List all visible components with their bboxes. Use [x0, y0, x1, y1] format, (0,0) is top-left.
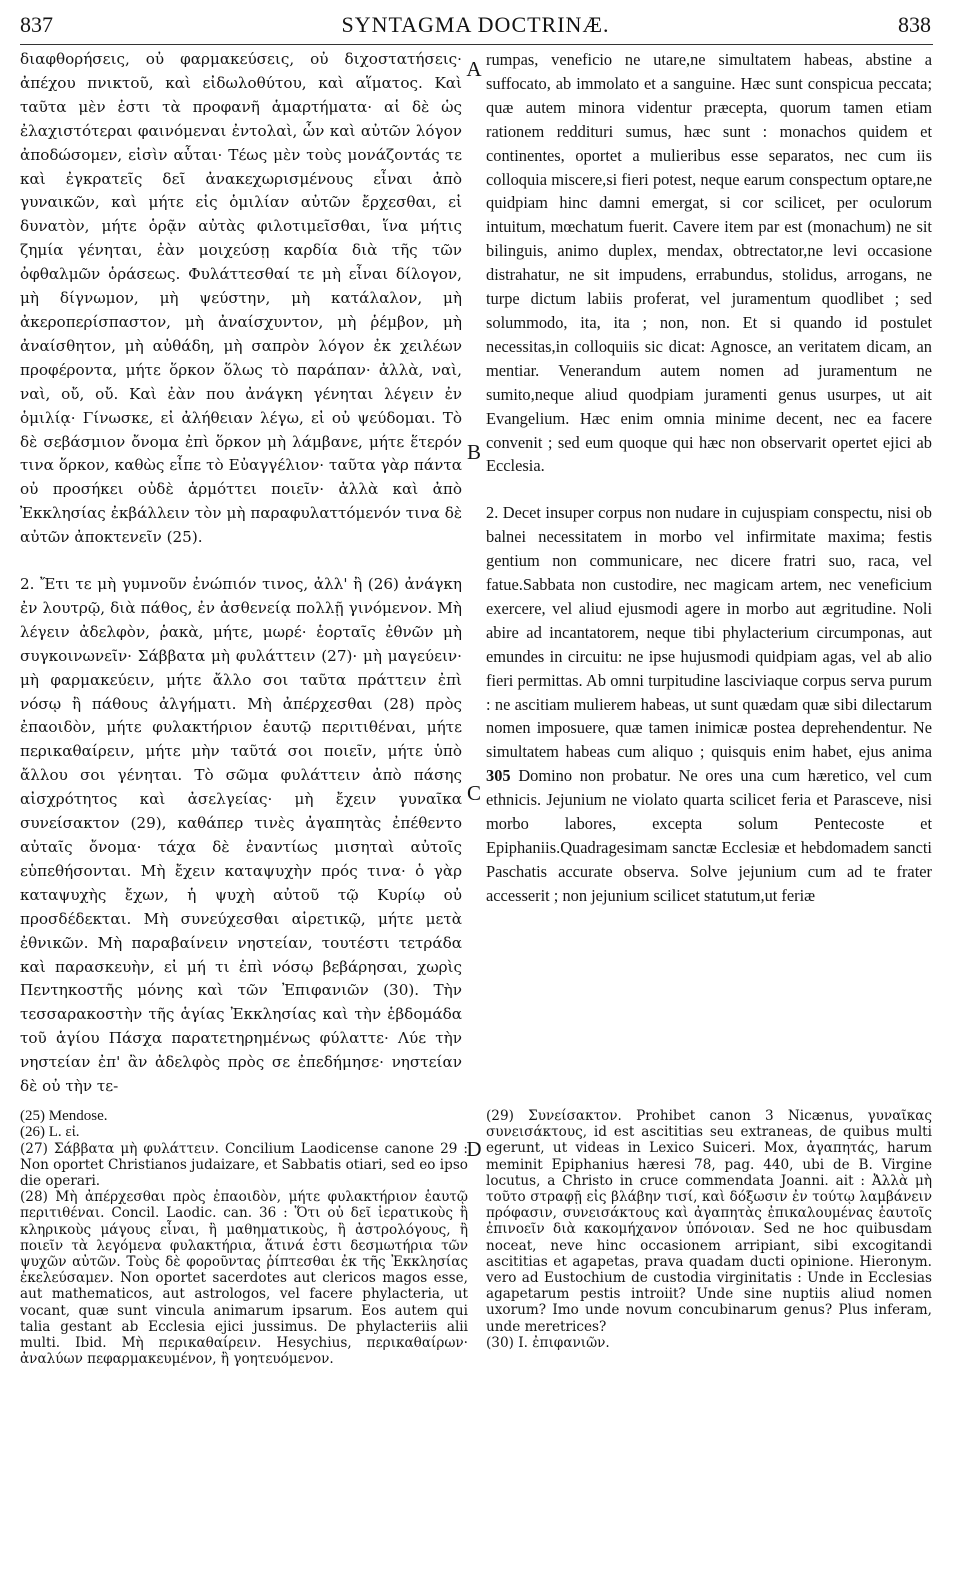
footnote-26: (26) L. εἰ.	[20, 1124, 80, 1141]
greek-paragraph-1: διαφθορήσεις, οὐ φαρμακεύσεις, οὐ διχοστατήσεις· ἀπέχου πνικτοῦ, καὶ εἰδωλοθύτου, καὶ αἵματος. Καὶ ταῦτα μὲν ἐστι τὰ προφανῆ ἁμαρτήματα· αἱ δὲ ὡς ἐλαχιστότεραι φαινόμεναι ἐντολαὶ, ὧν καὶ αὐτῶν λόγον ἀποδώσομεν, εἰσὶν αὗται· Τέως μὲν τοὺς μονάζοντάς τε καὶ ἐγκρατεῖς δεῖ ἀνακεχωρισμένους εἶναι ἀπὸ γυναικῶν, καὶ μήτε εἰς ὁμιλίαν αὐτῶν ἔρχεσθαι, εἰ δυνατὸν, μήτε ὁρᾷν αὐτὰς φιλοτιμεῖσθαι, ἵνα μήτις ζημία γένηται, ἐὰν μοιχεύσῃ καρδία διὰ τῆς τῶν ὀφθαλμῶν ὁράσεως. Φυλάττεσθαί τε μὴ εἶναι δίλογον, μὴ δίγνωμον, μὴ ψεύστην, μὴ κατάλαλον, μὴ ἀκεροπερίσπαστον, μὴ ἀναίσχυντον, μὴ ῥέμβον, μὴ ἀναίσθητον, μὴ αὐθάδη, μὴ σαπρὸν λόγον ἐκ χειλέων προφέροντα, μήτε ὅρκον ὅλως τὸ παράπαν· ἀλλὰ, ναὶ, ναὶ, οὔ, οὔ. Καὶ ἐὰν που ἀνάγκη γένηται λέγειν ἐν ὁμιλίᾳ· Γίνωσκε, εἰ ἀλήθειαν λέγω, εἰ οὐ ψεύδομαι. Τὸ δὲ σεβάσμιον ὄνομα ἐπὶ ὅρκον μὴ λάμβανε, μήτε ἕτερόν τινα ὅρκον, καθὼς εἶπε τὸ Εὐαγγέλιον· ταῦτα γὰρ πάντα οὐ προσήκει οὐδὲ ἁρμόττει ποιεῖν· ἀλλὰ καὶ ἀπὸ Ἐκκλησίας ἐκβάλλειν τὸν μὴ παραφυλαττόμενόν τινα δὲ αὐτῶν ἀποκτενεῖν (25).	[20, 50, 462, 547]
latin-paragraph-2	[486, 501, 932, 907]
latin-column	[486, 48, 932, 1098]
footnote-27: (27) Σάββατα μὴ φυλάττειν. Concilium Laodicense canone 29 : Non oportet Christianos judaizare, et Sabbatis otiari, sed eo ipso die operari.	[20, 1140, 468, 1189]
footnote-28: (28) Μὴ ἀπέρχεσθαι πρὸς ἐπαοιδὸν, μήτε φυλακτήριον ἑαυτῷ περιτιθέναι. Concil. Laodic. can. 36 : Ὅτι οὐ δεῖ ἱερατικοὺς ἢ κληρικοὺς μάγους εἶναι, ἢ μαθηματικοὺς, ἢ ἀστρολόγους, ἢ ποιεῖν τὰ λεγόμενα φυλακτήρια, ἅτινά ἐστι δεσμωτήρια τῶν ψυχῶν αὐτῶν. Τοὺς δὲ φοροῦντας ῥίπτεσθαι ἐκ τῆς Ἐκκλησίας ἐκελεύσαμεν. Non oportet sacerdotes aut clericos magos esse, aut mathematicos, aut astrologos, vel facere phylacteria, ut vocant, quæ sunt vincula animarum ipsarum. Eos autem qui talia gestant ab Ecclesia ejici jussimus. De phylacteriis alii multi. Ibid. Μὴ περικαθαίρειν. Hesychius, περικαθαίρων· ἀναλύων πεφαρμακευμένον, ἢ γοητευόμενον.	[20, 1189, 468, 1368]
latin-paragraph-2-part-2: Domino non probatur. Ne ores una cum hæretico, vel cum ethnicis. Jejunium ne violato quarta scilicet feria et Parasceve, nisi morbo labores, excepta solum Pentecoste et Epiphaniis.Quadragesimam sanctæ Ecclesiæ et hebdomadem sancti Paschatis accurate observa. Solve jejunium cum ad te frater accesserit ; non jejunium scilicet statutum,ut feriæ	[486, 766, 932, 905]
footnote-29: (29) Συνείσακτον. Prohibet canon 3 Nicænus, γυναῖκας συνεισάκτους, id est ascititias seu extraneas, de quibus multi egerunt, ut videas in Lexico Suiceri. Mox, ἀγαπητάς, harum meminit Epiphanius hæresi 78, pag. 440, ubi de B. Virgine locutus, a Christo in cruce commendata Joanni. ait : Ἀλλὰ μὴ τοῦτο στραφῇ εἰς βλάβην τισί, καὶ δόξωσιν ἐν τούτῳ λαμβάνειν πρόφασιν, συνεισάκτους καὶ ἀγαπητὰς ἐπικαλουμένας ἑαυτοῖς ἐπινοεῖν διὰ κακομήχανον ὑπόνοιαν. Sed ne hoc quibusdam noceat, neve hinc occasionem arripiant, sibi excogitandi ascititias et agapetas, prava quadam ducti opinione. Hieronym. vero ad Eustochium de custodia virginitatis : Unde in Ecclesias agapetarum pestis introiit? Unde sine nuptiis aliud nomen uxorum? Imo unde novum concubinarum genus? Plus inferam, unde meretrices?	[486, 1108, 932, 1335]
page-number-left: 837	[20, 12, 53, 37]
greek-column	[20, 48, 462, 1098]
migne-page-reference: 305	[486, 766, 511, 786]
footnotes-right	[486, 1108, 932, 1573]
running-title: SYNTAGMA DOCTRINÆ.	[341, 12, 610, 37]
margin-letter-a: A	[466, 57, 482, 81]
footnotes-left	[20, 1108, 468, 1573]
latin-paragraph-2-part-1: 2. Decet insuper corpus non nudare in cujuspiam conspectu, nisi ob balnei necessitatem in morbo vel infirmitate maxima; festis gentium non communicare, nec dicere fratri suo, raca, vel fatue.Sabbata non custodire, nec magicam artem, nec veneficium exercere, vel aliud ejusmodi agere in morbo aut ægritudine. Noli abire ad incantatorem, neque tibi phylacterium circumponas, aut emundes in circuitu: ne ipse hujusmodi quidpiam agas, vel ab alio fieri permittas. Ab omni turpitudine lasciviaque corpus serva purum : ne ascitiam mulierem habeas, ut sunt quædam quæ sibi dilectarum nomen imposuere, quæ tamen inimicæ postea deprehendentur. Ne simultatem habeas cum aliquo ; quisquis enim habet, ejus anima	[486, 503, 932, 762]
margin-letter-d: D	[466, 1137, 482, 1161]
margin-letter-c: C	[466, 781, 481, 805]
page-number-right: 838	[898, 12, 931, 37]
header-rule	[20, 44, 933, 45]
footnote-25: (25) Mendose.	[20, 1108, 108, 1124]
footnote-30: (30) I. ἐπιφανιῶν.	[486, 1334, 610, 1351]
page-header	[20, 12, 931, 46]
greek-paragraph-2: 2. Ἔτι τε μὴ γυμνοῦν ἐνώπιόν τινος, ἀλλ' ἢ (26) ἀνάγκη ἐν λουτρῷ, διὰ πάθος, ἐν ἀσθενείᾳ πολλῇ γινόμενον. Μὴ λέγειν ἀδελφὸν, ῥακὰ, μήτε, μωρέ· ἑορταῖς ἐθνῶν μὴ συγκοινωνεῖν· Σάββατα μὴ φυλάττειν (27)· μὴ μαγεύειν· μὴ φαρμακεύειν, μήτε ἄλλο σοι ταῦτα πράττειν ἐπὶ νόσῳ ἢ πάθους ἀλγήματι. Μὴ ἀπέρχεσθαι (28) πρὸς ἐπαοιδὸν, μήτε φυλακτήριον ἑαυτῷ περιτιθέναι, μήτε περικαθαίρειν, μήτε μὴν ταῦτά σοι ποιεῖν, μήτε ὑπὸ ἄλλου σοι γένηται. Τὸ σῶμα φυλάττειν ἀπὸ πάσης αἰσχρότητος καὶ ἀσελγείας· μὴ ἔχειν γυναῖκα συνείσακτον (29), καθάπερ τινὲς ἀγαπητὰς ἐπέθεντο αὐταῖς ὄνομα· τάχα δὲ ἐναντίως μισηταὶ αὐτοῖς εὑπεθήσονται. Μὴ ἔχειν καταψυχὴν πρός τινα· ὁ γὰρ καταψυχὴς ἔχων, ἡ ψυχὴ αὐτοῦ τῷ Κυρίῳ οὐ προσδέδεκται. Μὴ συνεύχεσθαι αἱρετικῷ, μήτε μετὰ ἐθνικῶν. Μὴ παραβαίνειν νηστείαν, τουτέστι τετράδα καὶ παρασκευὴν, εἰ μή τι ἐπὶ νόσῳ βεβάρησαι, χωρὶς Πεντηκοστῆς μόνης καὶ τῶν Ἐπιφανιῶν (30). Τὴν τεσσαρακοστὴν τῆς ἁγίας Ἐκκλησίας καὶ τὴν ἑβδομάδα τοῦ ἁγίου Πάσχα παρατετηρημένως φύλαττε· Λύε τὴν νηστείαν ἐπ' ἂν ἀδελφὸς πρὸς σε ἐπεδήμησε· νηστείαν δὲ οὐ τὴν τε-	[20, 575, 462, 1096]
latin-paragraph-1: rumpas, veneficio ne utare,ne simultatem habeas, abstine a suffocato, ab immolato et a sanguine. Hæc sunt conspicua peccata; quæ autem minora videntur præcepta, quorum tamen etiam rationem reddituri sumus, hæc sunt : monachos quidem et continentes, oportet a mulieribus esse separatos, nec cum iis colloquia miscere,si fieri potest, neque earum conspectum optare,ne quidpiam hinc damni emergat, si cor scilicet, per oculorum intuitum, mœchatum fuerit. Cavere item par est (monachum) ne sit bilinguis, animo duplex, mendax, obtrectator,ne levi occasione distrahatur, ne sit impudens, errabundus, stolidus, arrogans, ne turpe dictum labiis proferat, vel juramentum quodlibet ; sed solummodo, ita, ita ; non, non. Et si quando id postulet necessitas,in colloquiis sic dicat: Agnosce, an veritatem dicam, an mentiar. Venerandum autem nomen ad juramentum ne sumito,neque aliud quodpiam juramenti genus usurpes, ut ait Evangelium. Hæc enim omnia minime decent, nec ea facere convenit ; sed eum quoque qui hæc non observarit opertet ejici ab Ecclesia.	[486, 50, 932, 476]
margin-letter-b: B	[466, 440, 481, 464]
